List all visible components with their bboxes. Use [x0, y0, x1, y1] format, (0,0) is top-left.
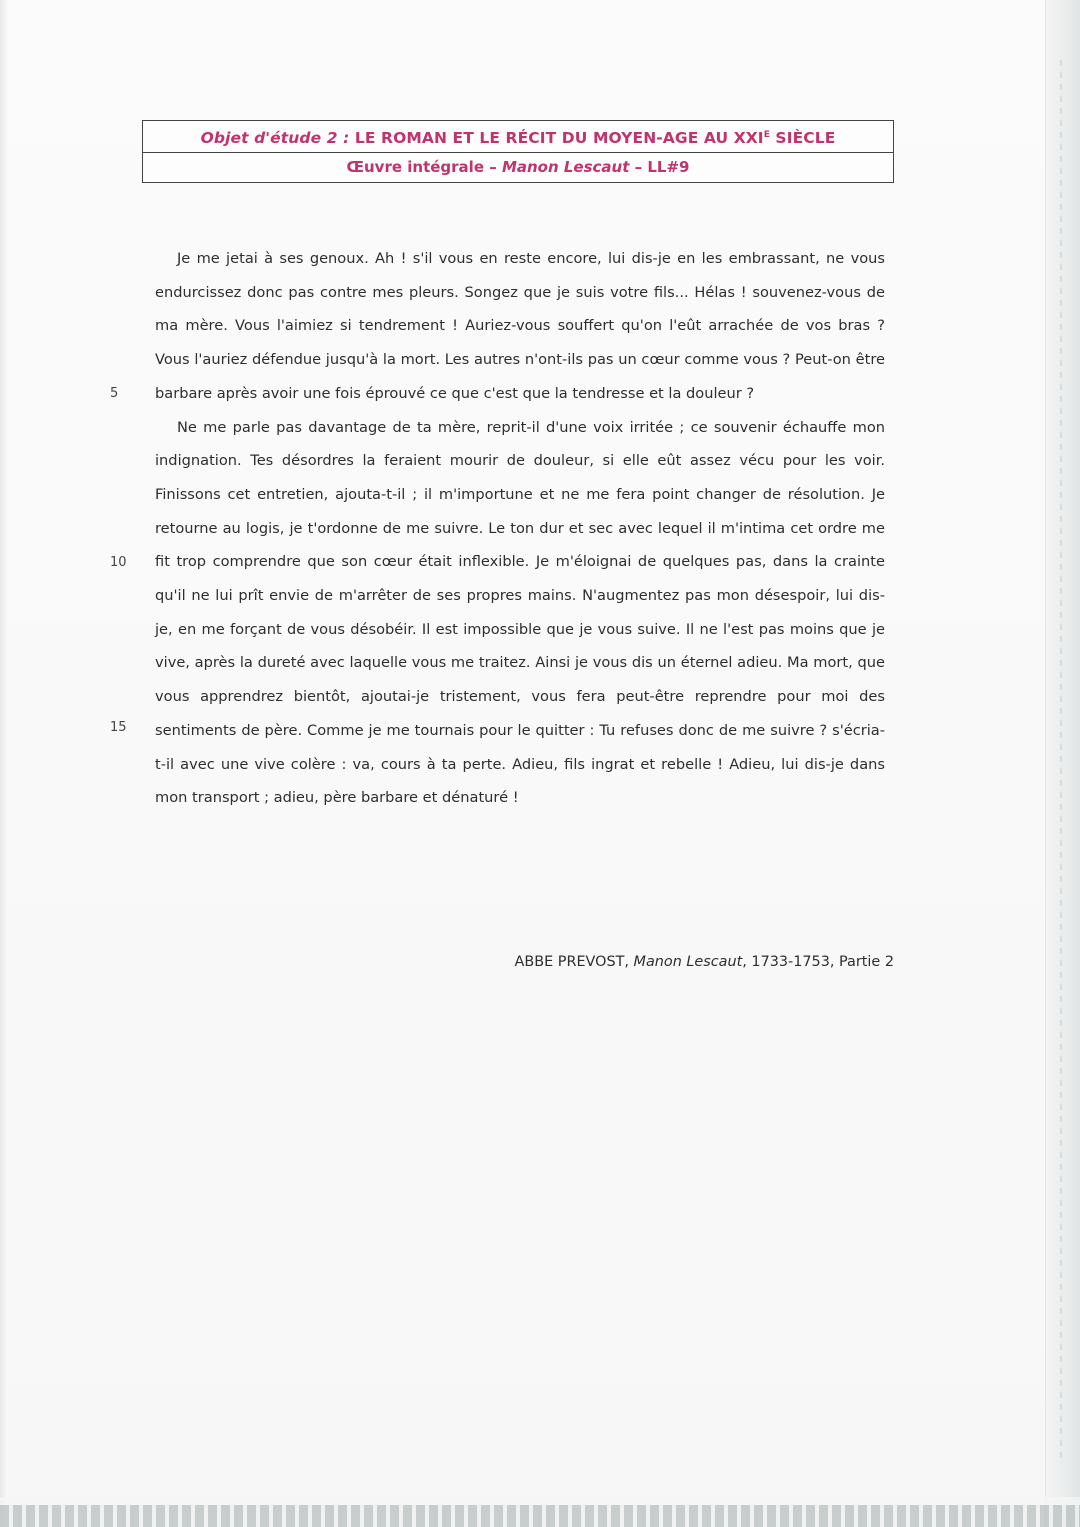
citation-title: Manon Lescaut	[633, 954, 743, 970]
header-work-row	[143, 153, 893, 182]
citation-details: , 1733-1753, Partie 2	[742, 954, 894, 970]
header-study-row	[143, 121, 893, 153]
excerpt-text	[155, 242, 885, 815]
work-code: – LL#9	[629, 158, 690, 176]
study-title: LE ROMAN ET LE RÉCIT DU MOYEN-AGE AU XXI	[354, 129, 764, 147]
work-label: Œuvre intégrale –	[346, 158, 502, 176]
header-box	[142, 120, 894, 183]
line-number-15: 15	[110, 720, 127, 735]
work-title: Manon Lescaut	[501, 158, 630, 176]
sleeve-right-edge	[1045, 0, 1080, 1527]
sleeve-left-edge	[0, 0, 8, 1527]
study-label: Objet d'étude 2 :	[200, 129, 355, 147]
line-number-5: 5	[110, 386, 119, 401]
line-number-10: 10	[110, 555, 127, 570]
sleeve-bottom-edge	[0, 1497, 1080, 1527]
citation-author: ABBE PREVOST,	[514, 954, 634, 970]
source-citation	[515, 954, 894, 970]
paragraph-1: Je me jetai à ses genoux. Ah ! s'il vous en reste encore, lui dis-je en les embrassant, ne vous endurcissez donc pas contre mes pleurs. Songez que je suis votre fils... Hélas ! souvenez-vous de ma mère. Vous l'aimiez si tendrement ! Auriez-vous souffert qu'on l'eût arrachée de vos bras ? Vous l'auriez défendue jusqu'à la mort. Les autres n'ont-ils pas un cœur comme vous ? Peut-on être barbare après avoir une fois éprouvé ce que c'est que la tendresse et la douleur ?	[155, 250, 885, 402]
study-title-sup: E	[763, 129, 770, 140]
study-title-end: SIÈCLE	[769, 129, 836, 147]
paragraph-2: Ne me parle pas davantage de ta mère, reprit-il d'une voix irritée ; ce souvenir échauffe mon indignation. Tes désordres la feraient mourir de douleur, si elle eût assez vécu pour les voir. Finissons cet entretien, ajouta-t-il ; il m'importune et ne me fera point changer de résolution. Je retourne au logis, je t'ordonne de me suivre. Le ton dur et sec avec lequel il m'intima cet ordre me fit trop comprendre que son cœur était inflexible. Je m'éloignai de quelques pas, dans la crainte qu'il ne lui prît envie de m'arrêter de ses propres mains. N'augmentez pas mon désespoir, lui dis-je, en me forçant de vous désobéir. Il est impossible que je vous suive. Il ne l'est pas moins que je vive, après la dureté avec laquelle vous me traitez. Ainsi je vous dis un éternel adieu. Ma mort, que vous apprendrez bientôt, ajoutai-je tristement, vous fera peut-être reprendre pour moi des sentiments de père. Comme je me tournais pour le quitter : Tu refuses donc de me suivre ? s'écria-t-il avec une vive colère : va, cours à ta perte. Adieu, fils ingrat et rebelle ! Adieu, lui dis-je dans mon transport ; adieu, père barbare et dénaturé !	[155, 418, 885, 807]
